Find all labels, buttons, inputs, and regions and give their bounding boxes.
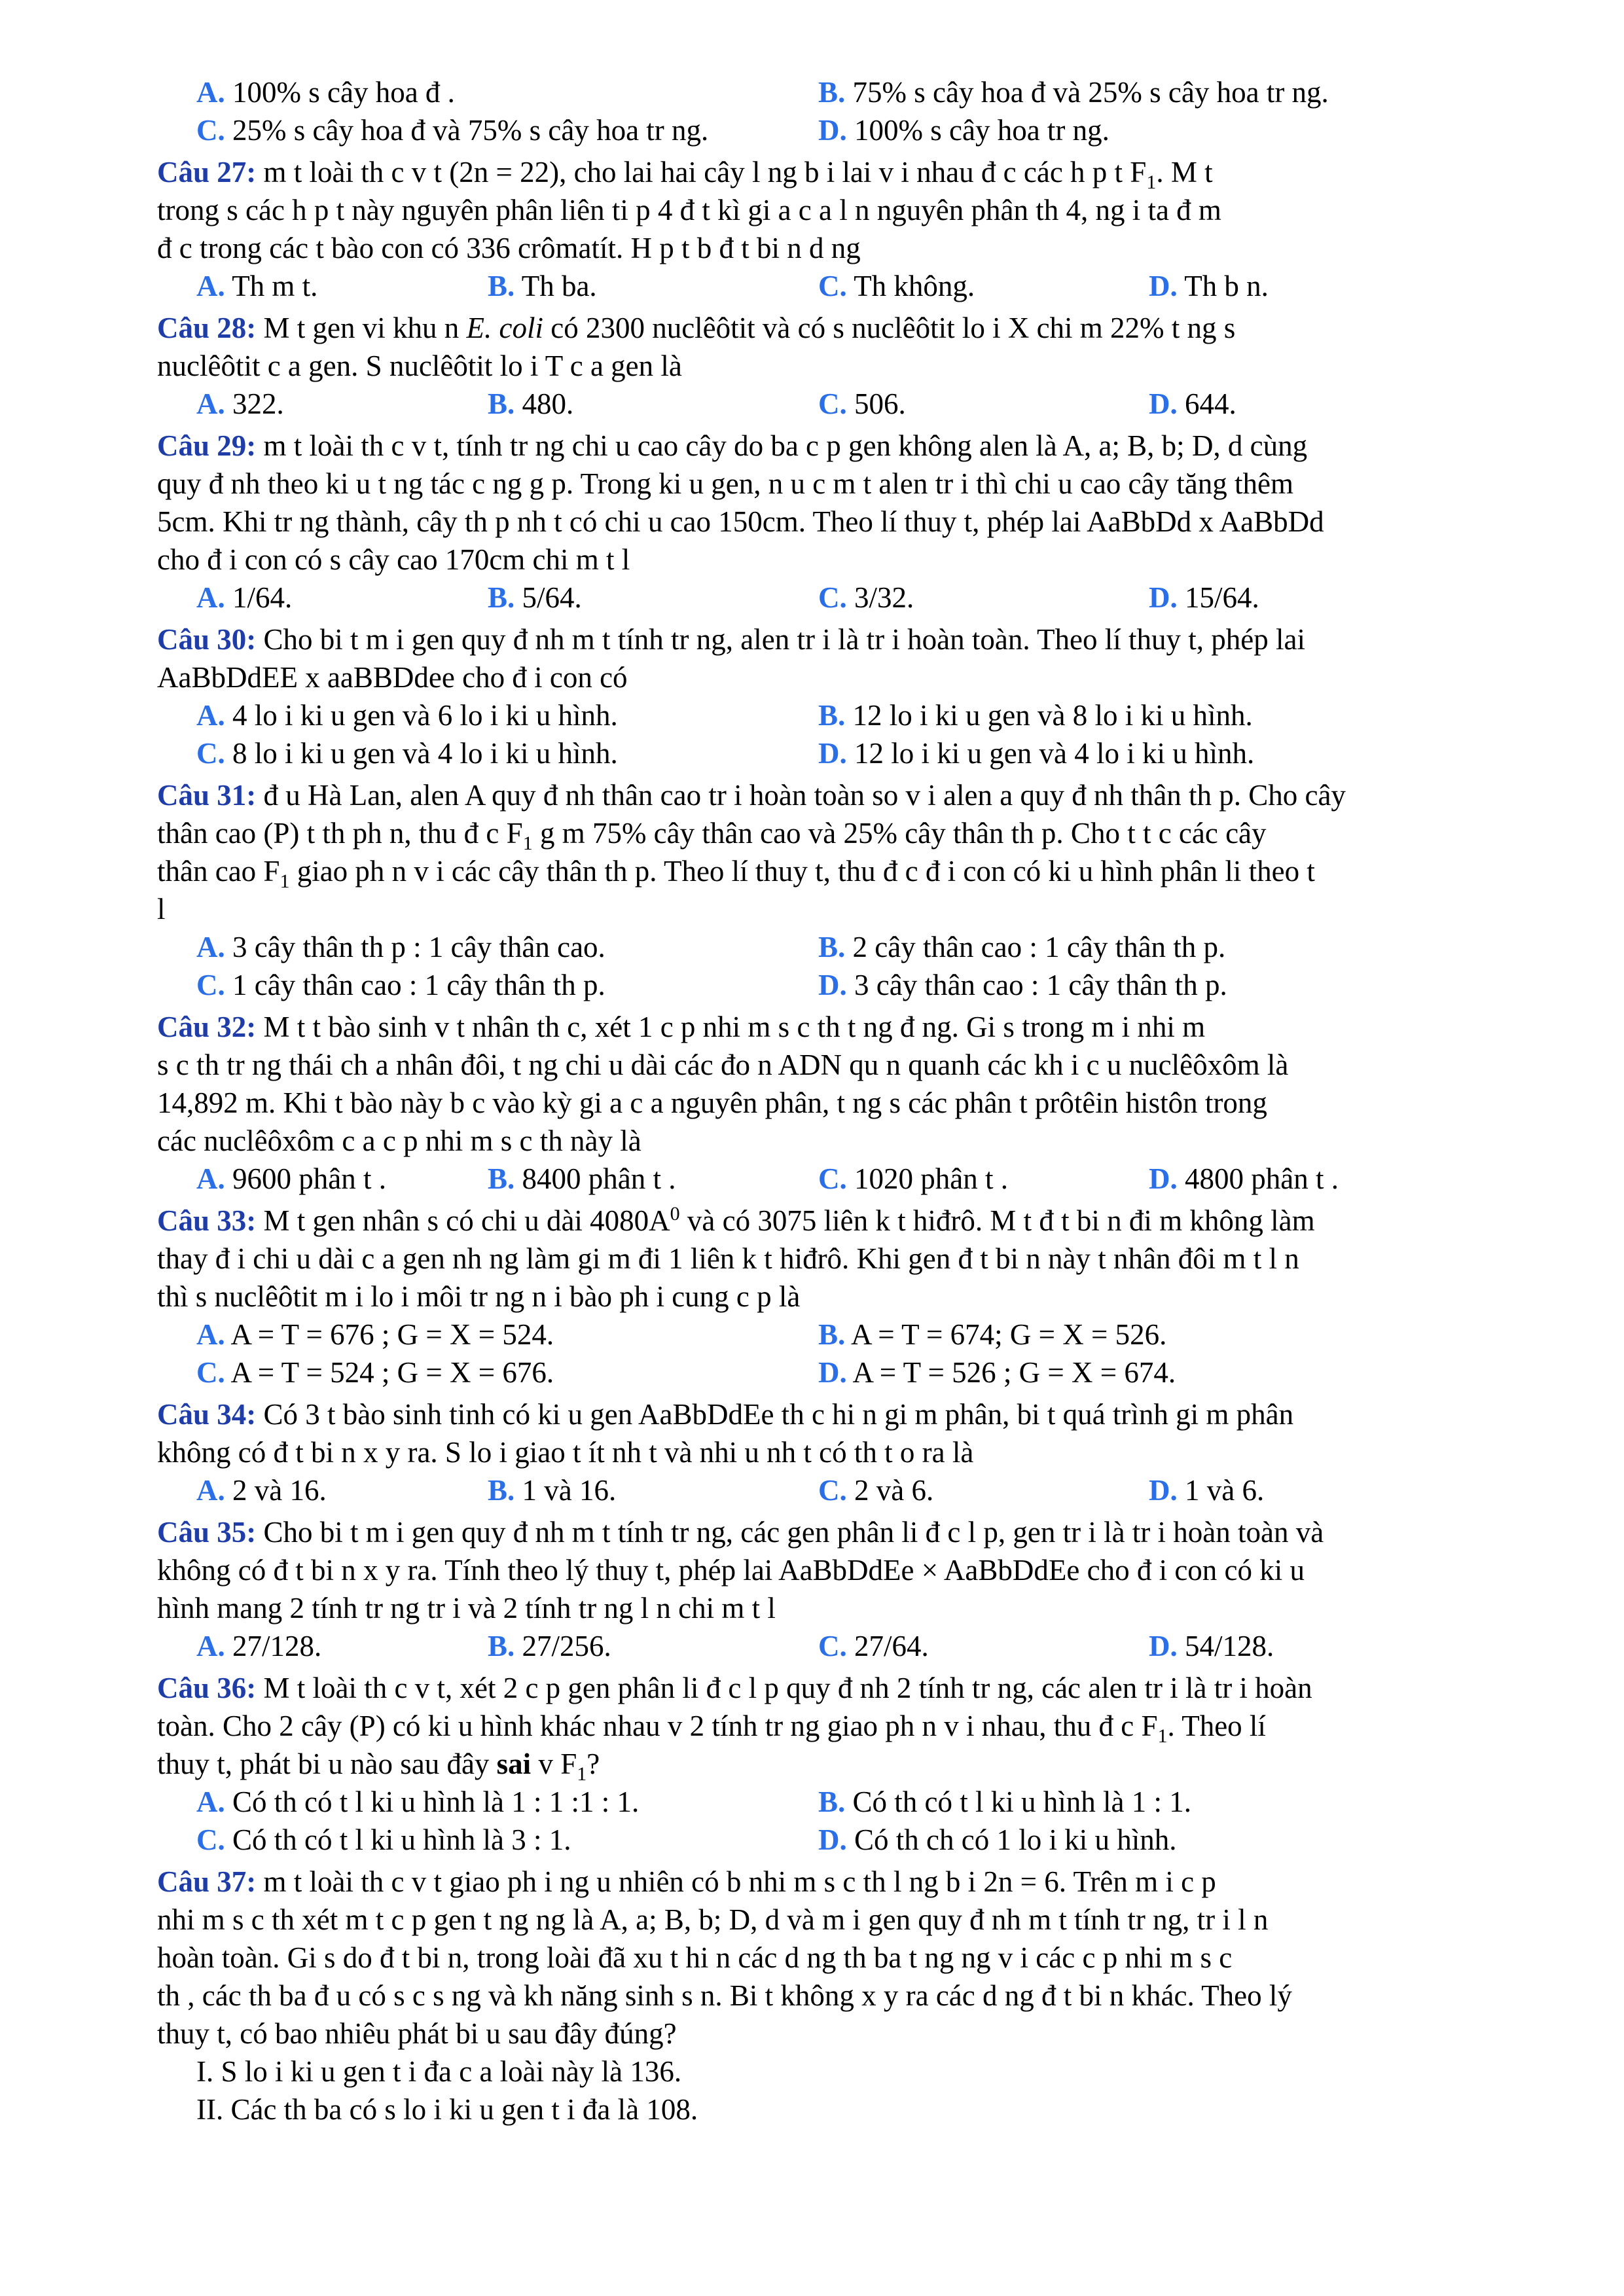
question-28: Câu 28: M t gen vi khu n E. coli có 2300 nuclêôtit và có s nuclêôtit lo i X chi m 22% t ng s nuclêôtit c a gen. S nuclêôtit lo i T c a gen là A. 322. B. 480. C. 506. D. 644. (157, 309, 1545, 423)
question-30: Câu 30: Cho bi t m i gen quy đ nh m t tính tr ng, alen tr i là tr i hoàn toàn. Theo lí thuy t, phép lai AaBbDdEE x aaBBDdee cho đ i con có A. 4 lo i ki u gen và 6 lo i ki u hình. B. 12 lo i ki u gen và 8 lo i ki u hình. C. 8 lo i ki u gen và 4 lo i ki u hình. D. 12 lo i ki u gen và 4 lo i ki u hình. (157, 620, 1545, 772)
q36-option-d[interactable]: D. Có th ch có 1 lo i ki u hình. (818, 1823, 1177, 1856)
q32-options (157, 1160, 1545, 1198)
q27-label: Câu 27: (157, 156, 257, 188)
q26-options-row-2 (157, 111, 1545, 149)
q37-statement-2: II. Các th ba có s lo i ki u gen t i đa là 108. (196, 2093, 698, 2126)
q35-options (157, 1627, 1545, 1665)
q29-option-c[interactable]: C. 3/32. (818, 581, 914, 614)
q33-options-row-1 (157, 1316, 1545, 1354)
q35-option-a[interactable]: A. 27/128. (196, 1630, 322, 1662)
q33-label: Câu 33: (157, 1204, 257, 1237)
question-34: Câu 34: Có 3 t bào sinh tinh có ki u gen AaBbDdEe th c hi n gi m phân, bi t quá trình gi m phân không có đ t bi n x y ra. S lo i giao t ít nh t và nhi u nh t có th t o ra là A. 2 và 16. B. 1 và 16. C. 2 và 6. D. 1 và 6. (157, 1395, 1545, 1509)
q35-label: Câu 35: (157, 1516, 257, 1549)
q29-option-d[interactable]: D. 15/64. (1149, 581, 1259, 614)
q31-options-row-2 (157, 966, 1545, 1004)
q28-label: Câu 28: (157, 312, 257, 344)
q32-option-a[interactable]: A. 9600 phân t . (196, 1162, 386, 1195)
q31-option-c[interactable]: C. 1 cây thân cao : 1 cây thân th p. (196, 969, 605, 1001)
question-27: Câu 27: m t loài th c v t (2n = 22), cho lai hai cây l ng b i lai v i nhau đ c các h p t $F_1$. M t trong s các h p t này nguyên phân liên ti p 4 đ t kì gi a c a l n nguyên phân th 4, ng i ta đ m đ c trong các t bào con có 336 crômatít. H p t b đ t bi n d ng A. Th m t. B. Th ba. C. Th không. D. Th b n. (157, 153, 1545, 305)
q32-option-b[interactable]: B. 8400 phân t . (488, 1162, 676, 1195)
q27-option-c[interactable]: C. Th không. (818, 270, 975, 302)
q31-options-row-1 (157, 928, 1545, 966)
q32-label: Câu 32: (157, 1011, 257, 1043)
q33-option-b[interactable]: B. A = T = 674; G = X = 526. (818, 1318, 1167, 1351)
q31-label: Câu 31: (157, 779, 257, 812)
q34-option-a[interactable]: A. 2 và 16. (196, 1474, 327, 1507)
q29-options (157, 579, 1545, 617)
q33-option-c[interactable]: C. A = T = 524 ; G = X = 676. (196, 1356, 554, 1389)
q30-option-b[interactable]: B. 12 lo i ki u gen và 8 lo i ki u hình. (818, 699, 1253, 732)
question-37: Câu 37: m t loài th c v t giao ph i ng u nhiên có b nhi m s c th l ng b i 2n = 6. Trên m i c p nhi m s c th xét m t c p gen t ng ng là A, a; B, b; D, d và m i gen quy đ nh m t tính tr ng, tr i l n hoàn toàn. Gi s do đ t bi n, trong loài đã xu t hi n các d ng th ba t ng ng v i các c p nhi m s c th , các th ba đ u có s c s ng và kh năng sinh s n. Bi t không x y ra các d ng đ t bi n khác. Theo lý thuy t, có bao nhiêu phát bi u sau đây đúng? I. S lo i ki u gen t i đa c a loài này là 136. II. Các th ba có s lo i ki u gen t i đa là 108. (157, 1863, 1545, 2128)
question-33: Câu 33: M t gen nhân s có chi u dài $4080A^0$ và có 3075 liên k t hiđrô. M t đ t bi n đi m không làm thay đ i chi u dài c a gen nh ng làm gi m đi 1 liên k t hiđrô. Khi gen đ t bi n này t nhân đôi m t l n thì s nuclêôtit m i lo i môi tr ng n i bào ph i cung c p là A. A = T = 676 ; G = X = 524. B. A = T = 674; G = X = 526. C. A = T = 524 ; G = X = 676. D. A = T = 526 ; G = X = 674. (157, 1202, 1545, 1391)
q26-option-d[interactable]: D. 100% s cây hoa tr ng. (818, 114, 1110, 147)
q29-label: Câu 29: (157, 429, 257, 462)
exam-page (157, 73, 1545, 2128)
q26-option-c[interactable]: C. 25% s cây hoa đ và 75% s cây hoa tr ng. (196, 114, 709, 147)
q33-option-a[interactable]: A. A = T = 676 ; G = X = 524. (196, 1318, 554, 1351)
q35-option-c[interactable]: C. 27/64. (818, 1630, 929, 1662)
q35-option-b[interactable]: B. 27/256. (488, 1630, 611, 1662)
q28-options (157, 385, 1545, 423)
q30-options-row-1 (157, 696, 1545, 734)
question-29: Câu 29: m t loài th c v t, tính tr ng chi u cao cây do ba c p gen không alen là A, a; B, b; D, d cùng quy đ nh theo ki u t ng tác c ng g p. Trong ki u gen, n u c m t alen tr i thì chi u cao cây tăng thêm 5cm. Khi tr ng thành, cây th p nh t có chi u cao 150cm. Theo lí thuy t, phép lai AaBbDd x AaBbDd cho đ i con có s cây cao 170cm chi m t l A. 1/64. B. 5/64. C. 3/32. D. 15/64. (157, 427, 1545, 617)
q31-option-d[interactable]: D. 3 cây thân cao : 1 cây thân th p. (818, 969, 1227, 1001)
q31-option-b[interactable]: B. 2 cây thân cao : 1 cây thân th p. (818, 931, 1226, 963)
q30-option-d[interactable]: D. 12 lo i ki u gen và 4 lo i ki u hình. (818, 737, 1255, 770)
q27-options (157, 267, 1545, 305)
q32-option-d[interactable]: D. 4800 phân t . (1149, 1162, 1339, 1195)
q34-option-b[interactable]: B. 1 và 16. (488, 1474, 617, 1507)
q32-option-c[interactable]: C. 1020 phân t . (818, 1162, 1008, 1195)
q36-option-a[interactable]: A. Có th có t l ki u hình là 1 : 1 :1 : 1. (196, 1785, 640, 1818)
q34-label: Câu 34: (157, 1398, 257, 1431)
q36-options-row-1 (157, 1783, 1545, 1821)
q36-option-c[interactable]: C. Có th có t l ki u hình là 3 : 1. (196, 1823, 571, 1856)
q26-option-a[interactable]: A. 100% s cây hoa đ . (196, 76, 455, 109)
q28-option-c[interactable]: C. 506. (818, 387, 906, 420)
q36-label: Câu 36: (157, 1672, 257, 1704)
q26-options-row-1 (157, 73, 1545, 111)
q33-options-row-2 (157, 1354, 1545, 1391)
q35-option-d[interactable]: D. 54/128. (1149, 1630, 1274, 1662)
q30-option-c[interactable]: C. 8 lo i ki u gen và 4 lo i ki u hình. (196, 737, 618, 770)
q34-option-c[interactable]: C. 2 và 6. (818, 1474, 934, 1507)
q37-label: Câu 37: (157, 1865, 257, 1898)
q30-label: Câu 30: (157, 623, 257, 656)
question-31: Câu 31: đ u Hà Lan, alen A quy đ nh thân cao tr i hoàn toàn so v i alen a quy đ nh thân th p. Cho cây thân cao (P) t th ph n, thu đ c $F_1$ g m 75% cây thân cao và 25% cây thân th p. Cho t t c các cây thân cao $F_1$ giao ph n v i các cây thân th p. Theo lí thuy t, thu đ c đ i con có ki u hình phân li theo t l A. 3 cây thân th p : 1 cây thân cao. B. 2 cây thân cao : 1 cây thân th p. C. 1 cây thân cao : 1 cây thân th p. D. 3 cây thân cao : 1 cây thân th p. (157, 776, 1545, 1004)
q34-option-d[interactable]: D. 1 và 6. (1149, 1474, 1265, 1507)
q29-option-b[interactable]: B. 5/64. (488, 581, 582, 614)
q28-option-d[interactable]: D. 644. (1149, 387, 1236, 420)
q30-option-a[interactable]: A. 4 lo i ki u gen và 6 lo i ki u hình. (196, 699, 618, 732)
q29-option-a[interactable]: A. 1/64. (196, 581, 293, 614)
q36-option-b[interactable]: B. Có th có t l ki u hình là 1 : 1. (818, 1785, 1191, 1818)
q26-option-b[interactable]: B. 75% s cây hoa đ và 25% s cây hoa tr ng. (818, 76, 1329, 109)
q37-statement-1: I. S lo i ki u gen t i đa c a loài này là 136. (196, 2055, 682, 2088)
q27-option-a[interactable]: A. Th m t. (196, 270, 318, 302)
q28-option-a[interactable]: A. 322. (196, 387, 284, 420)
q33-option-d[interactable]: D. A = T = 526 ; G = X = 674. (818, 1356, 1176, 1389)
q27-option-d[interactable]: D. Th b n. (1149, 270, 1269, 302)
q31-option-a[interactable]: A. 3 cây thân th p : 1 cây thân cao. (196, 931, 605, 963)
question-35: Câu 35: Cho bi t m i gen quy đ nh m t tính tr ng, các gen phân li đ c l p, gen tr i là tr i hoàn toàn và không có đ t bi n x y ra. Tính theo lý thuy t, phép lai AaBbDdEe × AaBbDdEe cho đ i con có ki u hình mang 2 tính tr ng tr i và 2 tính tr ng l n chi m t l A. 27/128. B. 27/256. C. 27/64. D. 54/128. (157, 1513, 1545, 1665)
q36-options-row-2 (157, 1821, 1545, 1859)
question-36: Câu 36: M t loài th c v t, xét 2 c p gen phân li đ c l p quy đ nh 2 tính tr ng, các alen tr i là tr i hoàn toàn. Cho 2 cây (P) có ki u hình khác nhau v 2 tính tr ng giao ph n v i nhau, thu đ c $F_1$. Theo lí thuy t, phát bi u nào sau đây sai v $F_1$? A. Có th có t l ki u hình là 1 : 1 :1 : 1. B. Có th có t l ki u hình là 1 : 1. C. Có th có t l ki u hình là 3 : 1. D. Có th ch có 1 lo i ki u hình. (157, 1669, 1545, 1859)
question-32: Câu 32: M t t bào sinh v t nhân th c, xét 1 c p nhi m s c th t ng đ ng. Gi s trong m i nhi m s c th tr ng thái ch a nhân đôi, t ng chi u dài các đo n ADN qu n quanh các kh i c u nuclêôxôm là 14,892 m. Khi t bào này b c vào kỳ gi a c a nguyên phân, t ng s các phân t prôtêin histôn trong các nuclêôxôm c a c p nhi m s c th này là A. 9600 phân t . B. 8400 phân t . C. 1020 phân t . D. 4800 phân t . (157, 1008, 1545, 1198)
q34-options (157, 1471, 1545, 1509)
q30-options-row-2 (157, 734, 1545, 772)
q28-option-b[interactable]: B. 480. (488, 387, 574, 420)
q27-option-b[interactable]: B. Th ba. (488, 270, 597, 302)
